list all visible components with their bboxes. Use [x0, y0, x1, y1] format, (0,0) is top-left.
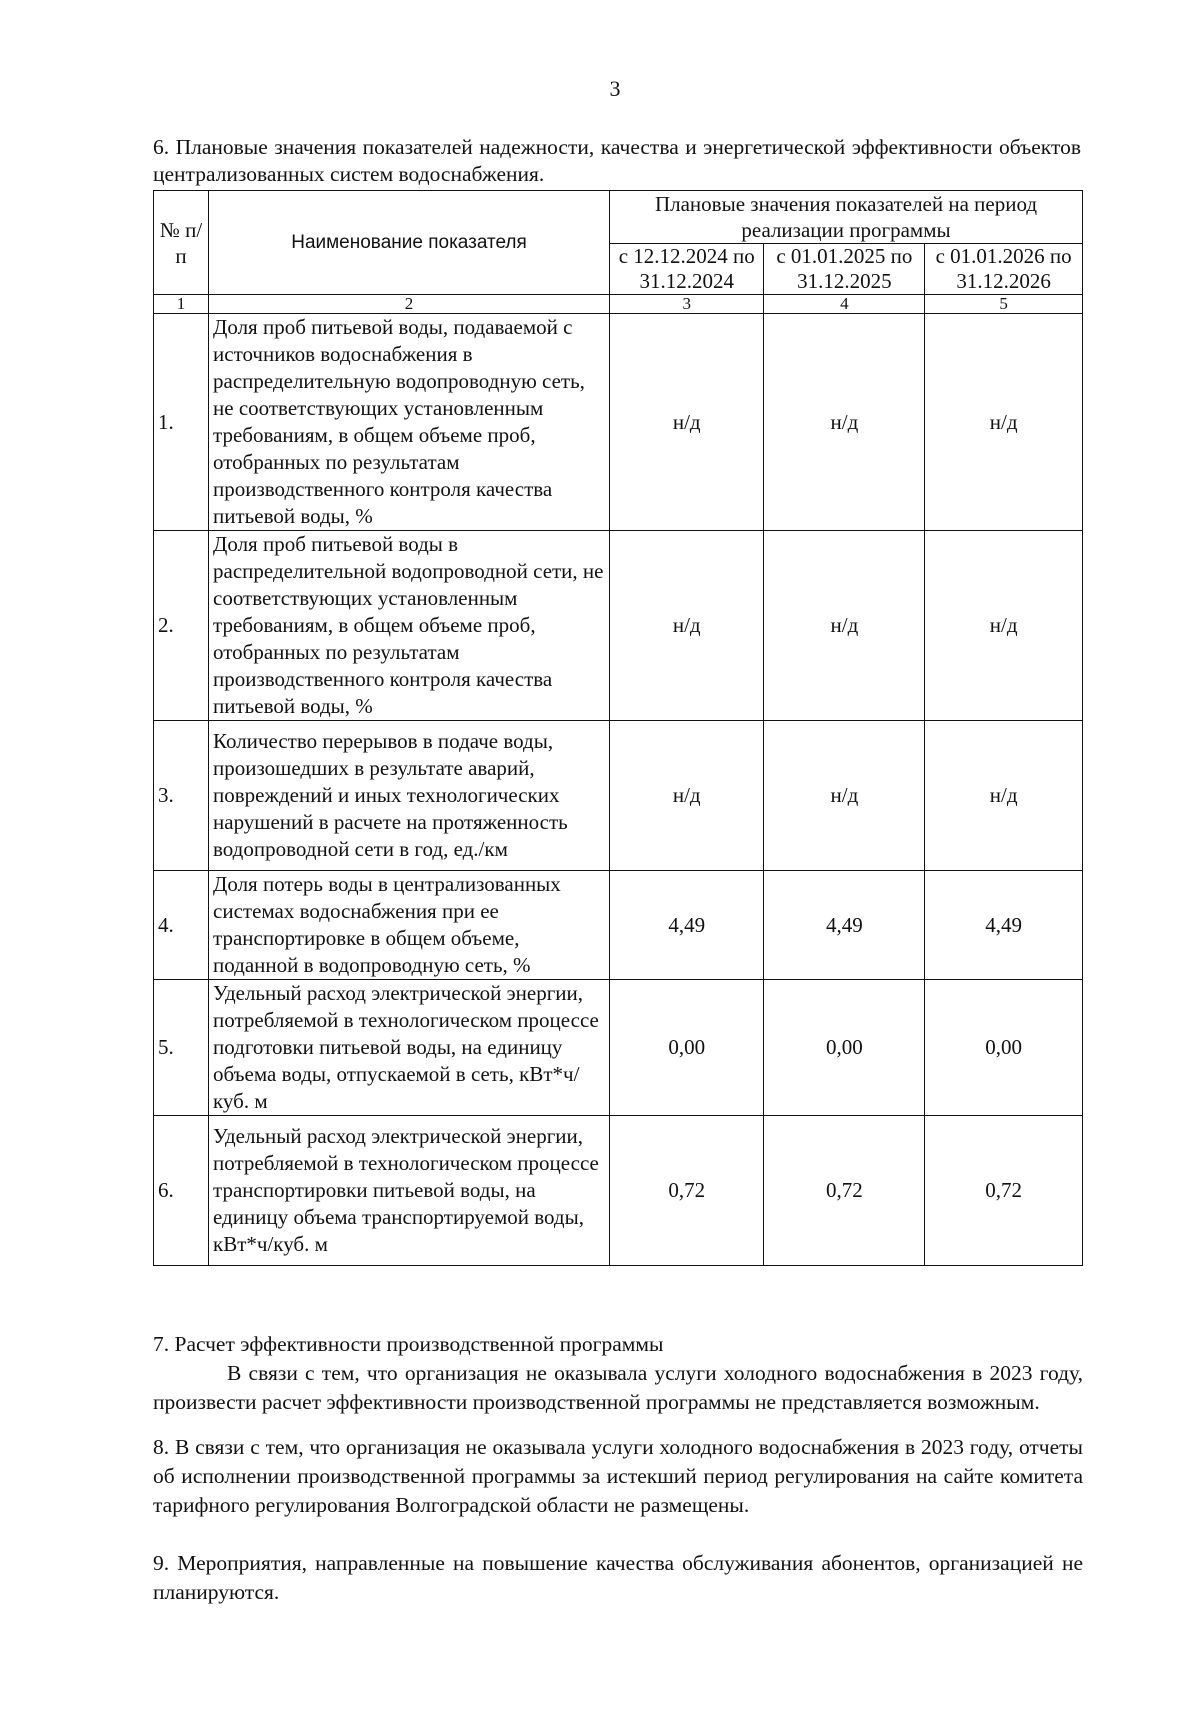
table-row	[154, 314, 1083, 531]
indicator-name: Удельный расход электрической энергии, потребляемой в технологическом процессе подготовки питьевой воды, на единицу объема воды, отпускаемой в сеть, кВт*ч/куб. м	[209, 980, 610, 1116]
row-number: 4.	[154, 871, 209, 980]
indicator-value: н/д	[764, 314, 925, 531]
indicator-value: 0,00	[764, 980, 925, 1116]
section-8	[153, 1433, 1083, 1520]
indicator-name: Доля проб питьевой воды, подаваемой с источников водоснабжения в распределительную водопроводную сеть, не соответствующих установленным требованиям, в общем объеме проб, отобранных по результатам производственного контроля качества питьевой воды, %	[209, 314, 610, 531]
page-number: 3	[609, 76, 621, 101]
indicator-name: Доля проб питьевой воды в распределительной водопроводной сети, не соответствующих установленным требованиям, в общем объеме проб, отобранных по результатам производственного контроля качества питьевой воды, %	[209, 531, 610, 721]
indicator-value: н/д	[925, 531, 1083, 721]
indicator-value: 4,49	[925, 871, 1083, 980]
column-number: 3	[610, 295, 764, 314]
column-number: 2	[209, 295, 610, 314]
section-6-heading: 6. Плановые значения показателей надежности, качества и энергетической эффективности объектов централизованных систем водоснабжения.	[153, 135, 1081, 186]
row-number: 6.	[154, 1116, 209, 1266]
header-row-number: № п/п	[154, 191, 209, 295]
row-number: 5.	[154, 980, 209, 1116]
section-7-heading: 7. Расчет эффективности производственной программы	[153, 1332, 664, 1356]
indicators-table	[153, 190, 1083, 1266]
table-row	[154, 721, 1083, 871]
indicator-value: 4,49	[764, 871, 925, 980]
header-period-2024: с 12.12.2024 по 31.12.2024	[610, 244, 764, 295]
table-row	[154, 980, 1083, 1116]
indicator-value: н/д	[610, 721, 764, 871]
indicator-value: н/д	[610, 531, 764, 721]
indicator-value: 4,49	[610, 871, 764, 980]
table-row	[154, 1116, 1083, 1266]
indicator-name: Количество перерывов в подаче воды, произошедших в результате аварий, повреждений и иных технологических нарушений в расчете на протяженность водопроводной сети в год, ед./км	[209, 721, 610, 871]
column-numbers-row	[154, 295, 1083, 314]
indicator-value: 0,72	[764, 1116, 925, 1266]
section-8-text: 8. В связи с тем, что организация не оказывала услуги холодного водоснабжения в 2023 году, отчеты об исполнении производственной программы за истекший период регулирования на сайте комитета тарифного регулирования Волгоградской области не размещены.	[153, 1435, 1083, 1517]
table-row	[154, 531, 1083, 721]
column-number: 4	[764, 295, 925, 314]
indicator-value: н/д	[764, 531, 925, 721]
indicator-value: н/д	[925, 721, 1083, 871]
section-9	[153, 1549, 1083, 1607]
table-row	[154, 871, 1083, 980]
column-number: 5	[925, 295, 1083, 314]
header-indicator-name: Наименование показателя	[209, 191, 610, 295]
header-period-2025: с 01.01.2025 по 31.12.2025	[764, 244, 925, 295]
header-period-2026: с 01.01.2026 по 31.12.2026	[925, 244, 1083, 295]
row-number: 1.	[154, 314, 209, 531]
indicator-value: н/д	[764, 721, 925, 871]
indicator-value: 0,72	[925, 1116, 1083, 1266]
header-planned-values: Плановые значения показателей на период реализации программы	[610, 191, 1083, 244]
indicator-value: н/д	[925, 314, 1083, 531]
row-number: 3.	[154, 721, 209, 871]
column-number: 1	[154, 295, 209, 314]
indicator-value: н/д	[610, 314, 764, 531]
indicator-value: 0,00	[925, 980, 1083, 1116]
row-number: 2.	[154, 531, 209, 721]
section-9-text: 9. Мероприятия, направленные на повышение качества обслуживания абонентов, организацией не планируются.	[153, 1551, 1083, 1604]
indicator-name: Удельный расход электрической энергии, потребляемой в технологическом процессе транспортировки питьевой воды, на единицу объема транспортируемой воды, кВт*ч/куб. м	[209, 1116, 610, 1266]
section-7-body: В связи с тем, что организация не оказывала услуги холодного водоснабжения в 2023 году, произвести расчет эффективности производственной программы не представляется возможным.	[153, 1361, 1083, 1414]
indicator-value: 0,72	[610, 1116, 764, 1266]
indicator-name: Доля потерь воды в централизованных системах водоснабжения при ее транспортировке в общем объеме, поданной в водопроводную сеть, %	[209, 871, 610, 980]
indicator-value: 0,00	[610, 980, 764, 1116]
section-7	[153, 1330, 1083, 1417]
